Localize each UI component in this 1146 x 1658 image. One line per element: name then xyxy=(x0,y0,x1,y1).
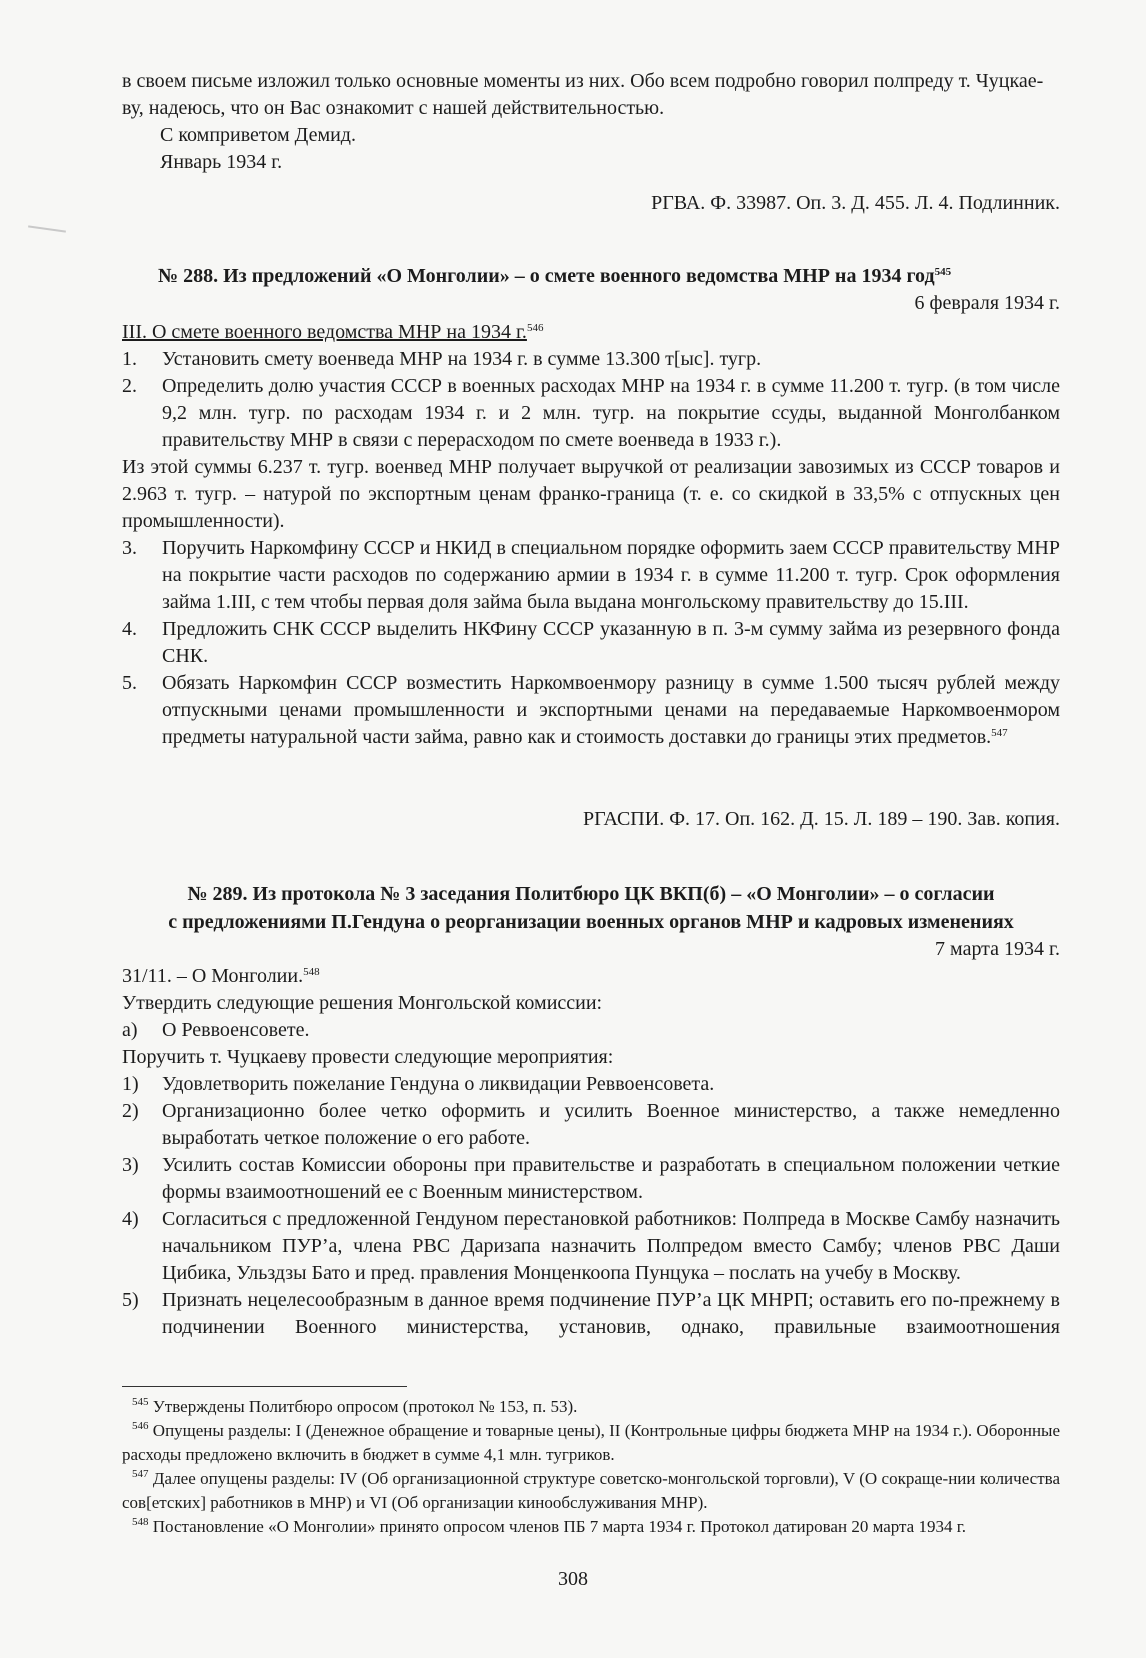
list-item: 3) Усилить состав Комиссии обороны при правительстве и разработать в специальном положении четкие формы взаимоотношений ее с Военным министерством. xyxy=(122,1154,1060,1203)
list-item: а) О Реввоенсовете. xyxy=(122,1019,310,1041)
list-item: 5) Признать нецелесообразным в данное время подчинение ПУР’а ЦК МНРП; оставить его по-прежнему в подчинении Военного министерства, установив, однако, правильные взаимоотношения xyxy=(122,1289,1060,1338)
list-item: 3. Поручить Наркомфину СССР и НКИД в специальном порядке оформить заем СССР правительству МНР на покрытие части расходов по содержанию армии в 1934 г. в сумме 11.200 т. тугр. Срок оформления займа 1.III, с тем чтобы первая доля займа была выдана монгольскому правительству до 15.III. xyxy=(122,537,1060,613)
text-line: в своем письме изложил только основные моменты из них. Обо всем подробно говорил полпреду т. Чуцкае- xyxy=(122,70,1044,92)
page-number: 308 xyxy=(558,1568,588,1590)
greeting: С комприветом Демид. xyxy=(160,124,356,146)
doc-289 xyxy=(122,880,1060,1341)
footnote: $^{547}$ Далее опущены разделы: IV (Об организационной структуре советско-монгольской торговли), V (О сокраще-нии количества сов[етских] работников в МНР) и VI (Об организации кинообслуживания МНР). xyxy=(122,1468,1060,1512)
letter-date: Январь 1934 г. xyxy=(160,151,283,173)
list-item: 4) Согласиться с предложенной Гендуном перестановкой работников: Полпреда в Москве Самбу назначить начальником ПУР’а, члена РВС Даризапа назначить Полпредом вместо Самбу; членов РВС Даши Цибика, Ульздзы Бато и пред. правления Монценкоопа Пунцука – послать на учебу в Москву. xyxy=(122,1208,1060,1284)
doc-288 xyxy=(122,262,1060,751)
footnote-separator xyxy=(122,1386,407,1387)
footnote: $^{545}$ Утверждены Политбюро опросом (протокол № 153, п. 53). xyxy=(132,1396,578,1416)
list-item: 2. Определить долю участия СССР в военных расходах МНР на 1934 г. в сумме 11.200 т. тугр. (в том числе 9,2 млн. тугр. по расходам 1934 г. и 2 млн. тугр. на покрытие ссуды, выданной Монголбанком правительству МНР в связи с перерасходом по смете военведа в 1933 г.). xyxy=(122,375,1060,451)
doc-title: № 288. Из предложений «О Монголии» – о смете военного ведомства МНР на 1934 год$^{545}$ xyxy=(158,265,952,287)
letter-ending xyxy=(122,68,1060,176)
list-item: 2) Организационно более четко оформить и усилить Военное министерство, а также немедленно выработать четкое положение о его работе. xyxy=(122,1100,1060,1149)
reference: 31/11. – О Монголии.$^{548}$ xyxy=(122,965,320,987)
paragraph: Поручить т. Чуцкаеву провести следующие мероприятия: xyxy=(122,1046,614,1068)
paragraph: Из этой суммы 6.237 т. тугр. военвед МНР получает выручкой от реализации завозимых из СССР товаров и 2.963 т. тугр. – натурой по экспортным ценам франко-граница (т. е. со скидкой в 33,5% с отпускных цен промышленности). xyxy=(122,456,1060,532)
doc-date: 7 марта 1934 г. xyxy=(935,938,1060,960)
footnote: $^{548}$ Постановление «О Монголии» принято опросом членов ПБ 7 марта 1934 г. Протокол датирован 20 марта 1934 г. xyxy=(132,1516,967,1536)
list-item: 4. Предложить СНК СССР выделить НКФину СССР указанную в п. 3-м сумму займа из резервного фонда СНК. xyxy=(122,618,1060,667)
footnote: $^{546}$ Опущены разделы: I (Денежное обращение и товарные цены), II (Контрольные цифры бюджета МНР на 1934 г.). Оборонные расходы предложено включить в бюджет в сумме 4,1 млн. тугриков. xyxy=(122,1420,1061,1464)
doc-date: 6 февраля 1934 г. xyxy=(914,292,1060,314)
archive-source: РГАСПИ. Ф. 17. Оп. 162. Д. 15. Л. 189 – 190. Зав. копия. xyxy=(583,808,1060,830)
footnotes xyxy=(122,1386,1060,1539)
section-heading: III. О смете военного ведомства МНР на 1934 г.$^{546}$ xyxy=(122,321,544,343)
list-item: 1) Удовлетворить пожелание Гендуна о ликвидации Реввоенсовета. xyxy=(122,1073,715,1095)
text-line: ву, надеюсь, что он Вас ознакомит с нашей действительностью. xyxy=(122,97,665,119)
list-item: 1. Установить смету военведа МНР на 1934 г. в сумме 13.300 т[ыс]. тугр. xyxy=(122,348,762,370)
archive-source: РГВА. Ф. 33987. Оп. 3. Д. 455. Л. 4. Подлинник. xyxy=(651,192,1060,214)
paragraph: Утвердить следующие решения Монгольской комиссии: xyxy=(122,992,603,1014)
doc-title: № 289. Из протокола № 3 заседания Политбюро ЦК ВКП(б) – «О Монголии» – о согласии xyxy=(187,883,995,905)
doc-title: с предложениями П.Гендуна о реорганизации военных органов МНР и кадровых изменениях xyxy=(168,911,1014,933)
scan-mark xyxy=(28,225,66,232)
list-item: 5. Обязать Наркомфин СССР возместить Наркомвоенмору разницу в сумме 1.500 тысяч рублей между отпускными ценами промышленности и экспортными ценами на передаваемые Наркомвоенмором предметы натуральной части займа, равно как и стоимость доставки до границы этих предметов.$^{547}$ xyxy=(122,672,1060,748)
